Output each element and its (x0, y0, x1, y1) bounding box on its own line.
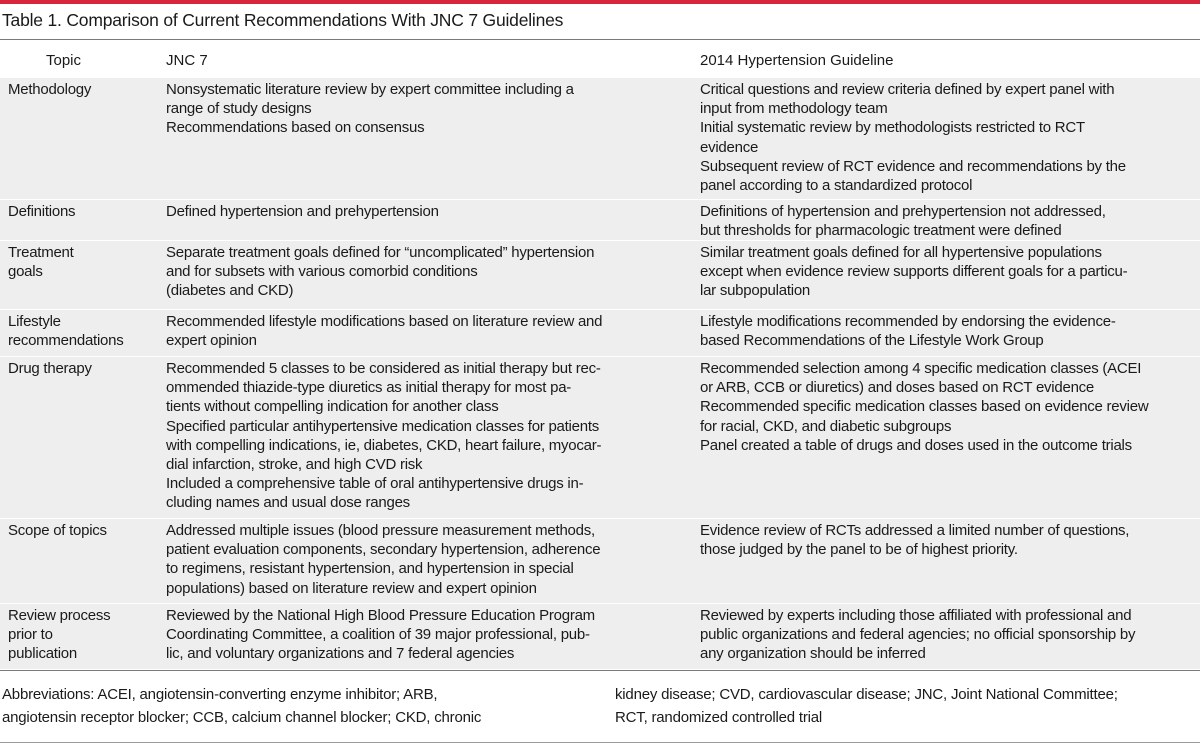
footnote-line: Abbreviations: ACEI, angiotensin-converting enzyme inhibitor; ARB, (2, 686, 438, 703)
cell-jnc7 (166, 312, 666, 350)
cell-line: tients without compelling indication for another class (166, 398, 499, 416)
cell-topic (8, 80, 158, 99)
cell-topic (8, 312, 158, 350)
cell-line: Recommendations based on consensus (166, 119, 425, 137)
table-title: Table 1. Comparison of Current Recommendations With JNC 7 Guidelines (2, 10, 564, 30)
footnote-line: RCT, randomized controlled trial (615, 709, 823, 726)
cell-line: publication (8, 645, 77, 663)
cell-line: Evidence review of RCTs addressed a limited number of questions, (700, 522, 1130, 539)
cell-line: Treatment (8, 244, 74, 261)
cell-line: Recommended 5 classes to be considered as initial therapy but rec- (166, 360, 601, 377)
cell-line: Scope of topics (8, 522, 107, 539)
cell-line: Nonsystematic literature review by expert committee including a (166, 81, 574, 98)
cell-topic (8, 606, 158, 664)
cell-line: for racial, CKD, and diabetic subgroups (700, 417, 952, 435)
header-topic: Topic (46, 52, 82, 69)
footnote-line: kidney disease; CVD, cardiovascular disease; JNC, Joint National Committee; (615, 686, 1118, 703)
title-accent-rule (0, 0, 1200, 4)
cell-line: input from methodology team (700, 100, 888, 118)
cell-line: prior to (8, 626, 53, 644)
cell-line: Lifestyle (8, 313, 61, 330)
cell-line: range of study designs (166, 100, 312, 118)
cell-line: those judged by the panel to be of highest priority. (700, 541, 1018, 559)
cell-line: ommended thiazide-type diuretics as initial therapy for most pa- (166, 379, 572, 397)
header-jnc7: JNC 7 (166, 52, 208, 69)
header-2014-guideline: 2014 Hypertension Guideline (700, 52, 894, 69)
table-row (0, 604, 1200, 670)
cell-jnc7 (166, 359, 666, 513)
cell-topic (8, 202, 158, 221)
cell-line: but thresholds for pharmacologic treatment were defined (700, 222, 1062, 240)
cell-line: Drug therapy (8, 360, 92, 377)
cell-line: Reviewed by the National High Blood Pressure Education Program (166, 607, 595, 624)
cell-2014-guideline (700, 243, 1196, 301)
cell-line: Recommended selection among 4 specific medication classes (ACEI (700, 360, 1142, 377)
cell-line: Definitions (8, 203, 76, 220)
cell-topic (8, 243, 158, 281)
cell-line: Similar treatment goals defined for all hypertensive populations (700, 244, 1102, 261)
table-header-row (0, 40, 1200, 79)
table-row (0, 519, 1200, 604)
cell-line: goals (8, 263, 43, 281)
cell-line: populations) based on literature review and expert opinion (166, 579, 537, 597)
table-row (0, 78, 1200, 200)
cell-jnc7 (166, 243, 666, 301)
table-row (0, 241, 1200, 310)
cell-jnc7 (166, 606, 666, 664)
abbreviations-footnote-right (615, 683, 1195, 729)
cell-line: Included a comprehensive table of oral antihypertensive drugs in- (166, 475, 584, 493)
cell-topic (8, 521, 158, 540)
cell-line: expert opinion (166, 332, 257, 350)
cell-2014-guideline (700, 202, 1196, 240)
cell-line: Critical questions and review criteria defined by expert panel with (700, 81, 1115, 98)
page-end-rule (0, 742, 1200, 743)
cell-line: with compelling indications, ie, diabetes, CKD, heart failure, myocar- (166, 436, 602, 454)
cell-line: evidence (700, 138, 759, 156)
cell-line: lar subpopulation (700, 282, 811, 300)
cell-line: recommendations (8, 332, 124, 350)
table-row (0, 200, 1200, 241)
cell-line: to regimens, resistant hypertension, and hypertension in special (166, 560, 574, 578)
cell-line: based Recommendations of the Lifestyle Work Group (700, 332, 1044, 350)
cell-2014-guideline (700, 312, 1196, 350)
cell-line: dial infarction, stroke, and high CVD risk (166, 456, 423, 474)
cell-line: Methodology (8, 81, 92, 98)
cell-line: cluding names and usual dose ranges (166, 494, 410, 512)
cell-line: Recommended lifestyle modifications based on literature review and (166, 313, 603, 330)
cell-line: Review process (8, 607, 111, 624)
table-row (0, 310, 1200, 357)
cell-jnc7 (166, 80, 666, 138)
cell-line: and for subsets with various comorbid conditions (166, 263, 478, 281)
cell-line: Subsequent review of RCT evidence and recommendations by the (700, 157, 1126, 175)
cell-line: Coordinating Committee, a coalition of 39 major professional, pub- (166, 626, 590, 644)
cell-line: Definitions of hypertension and prehypertension not addressed, (700, 203, 1106, 220)
cell-line: any organization should be inferred (700, 645, 926, 663)
cell-line: Specified particular antihypertensive medication classes for patients (166, 417, 599, 435)
abbreviations-footnote-left (2, 683, 562, 729)
cell-2014-guideline (700, 521, 1196, 559)
cell-2014-guideline (700, 606, 1196, 664)
cell-jnc7 (166, 521, 666, 598)
cell-2014-guideline (700, 359, 1196, 455)
footnote-line: angiotensin receptor blocker; CCB, calcium channel blocker; CKD, chronic (2, 709, 482, 726)
cell-line: Panel created a table of drugs and doses used in the outcome trials (700, 436, 1132, 454)
table-row (0, 357, 1200, 519)
table-bottom-rule (0, 670, 1200, 671)
cell-line: Initial systematic review by methodologists restricted to RCT (700, 119, 1085, 137)
cell-line: (diabetes and CKD) (166, 282, 294, 300)
cell-line: or ARB, CCB or diuretics) and doses based on RCT evidence (700, 379, 1095, 397)
cell-topic (8, 359, 158, 378)
cell-line: Reviewed by experts including those affiliated with professional and (700, 607, 1132, 624)
cell-2014-guideline (700, 80, 1196, 195)
cell-line: lic, and voluntary organizations and 7 federal agencies (166, 645, 515, 663)
cell-line: Defined hypertension and prehypertension (166, 203, 439, 220)
cell-line: panel according to a standardized protocol (700, 177, 973, 195)
cell-line: Addressed multiple issues (blood pressure measurement methods, (166, 522, 595, 539)
cell-line: patient evaluation components, secondary hypertension, adherence (166, 541, 601, 559)
cell-line: Recommended specific medication classes based on evidence review (700, 398, 1149, 416)
cell-line: except when evidence review supports different goals for a particu- (700, 263, 1128, 281)
cell-line: Separate treatment goals defined for “uncomplicated” hypertension (166, 244, 595, 261)
cell-jnc7 (166, 202, 666, 221)
cell-line: Lifestyle modifications recommended by endorsing the evidence- (700, 313, 1116, 330)
cell-line: public organizations and federal agencies; no official sponsorship by (700, 626, 1136, 644)
